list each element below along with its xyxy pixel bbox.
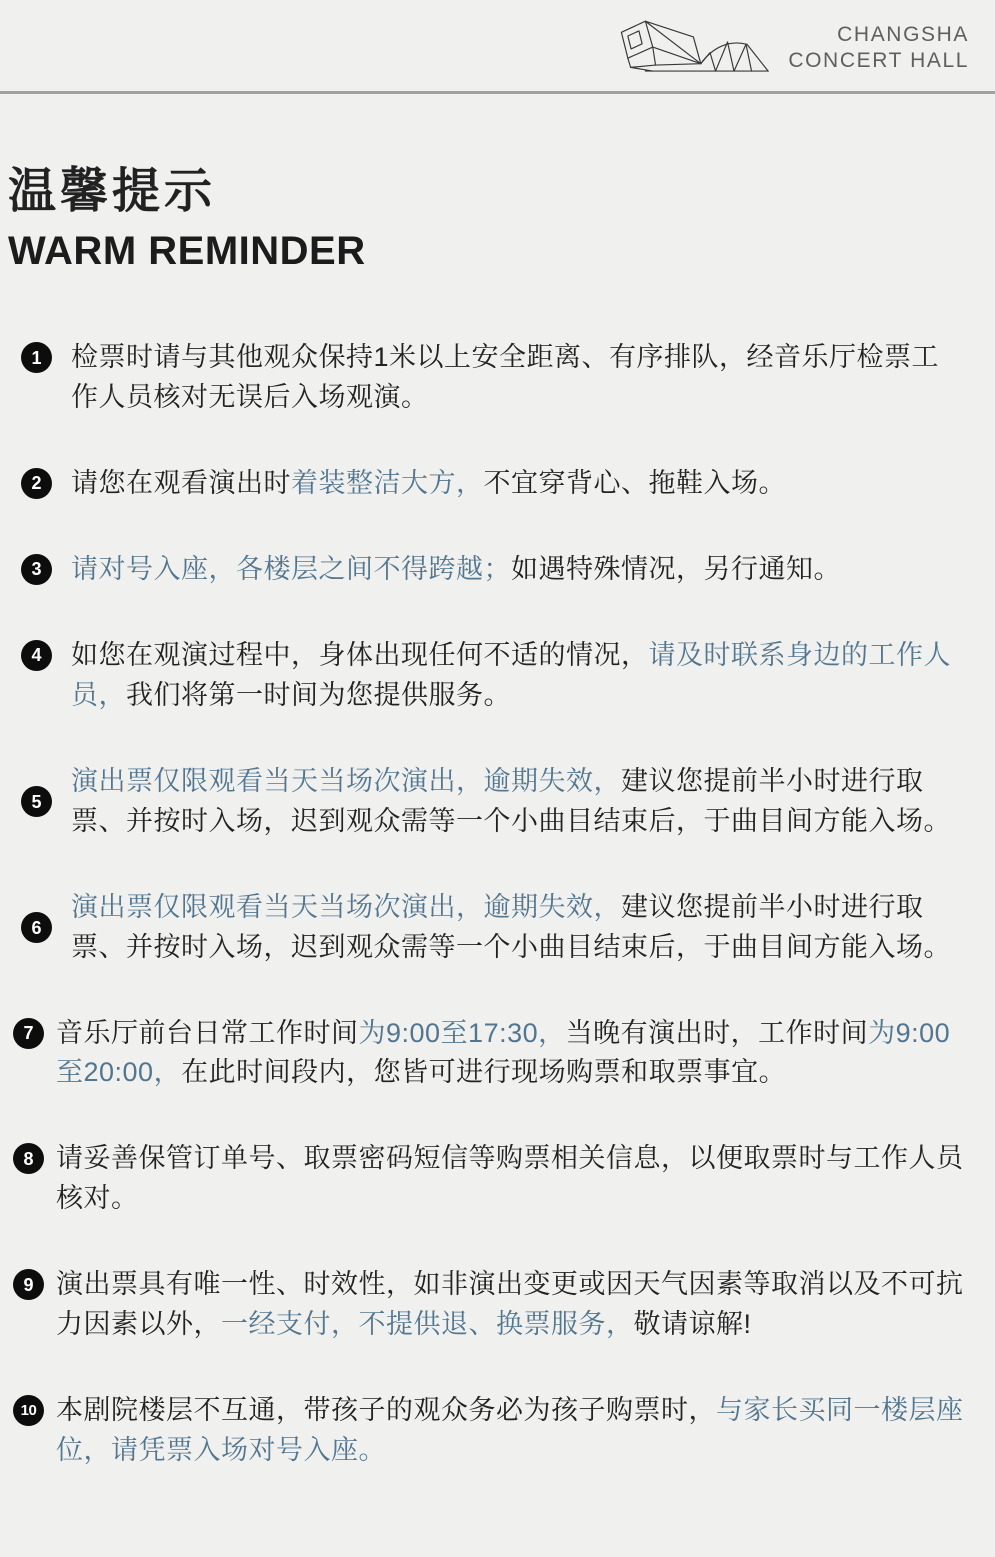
reminder-item (0, 1014, 965, 1094)
item-number-badge: 9 (13, 1269, 44, 1300)
item-number-badge: 7 (13, 1018, 44, 1049)
item-number-badge: 6 (21, 912, 52, 943)
item-text-accent-segment: 一经支付，不提供退、换票服务， (221, 1309, 634, 1340)
reminder-item (0, 888, 965, 968)
reminder-list (0, 338, 995, 1557)
item-text-accent-segment: 请及时联系身边的工作人员， (71, 639, 951, 710)
item-text-segment: 请您在观看演出时 (71, 467, 291, 498)
item-text (71, 550, 841, 590)
item-text (71, 338, 965, 418)
reminder-item (0, 1391, 965, 1471)
item-text-accent-segment: 请对号入座，各楼层之间不得跨越； (71, 553, 511, 584)
item-text-segment: 本剧院楼层不互通，带孩子的观众务必为孩子购票时， (56, 1395, 716, 1426)
item-text-accent-segment: 与家长买同一楼层座位，请凭票入场对号入座。 (56, 1395, 964, 1466)
item-text (56, 1265, 965, 1345)
reminder-item (0, 550, 965, 590)
item-text-accent-segment: 着装整洁大方， (291, 467, 484, 498)
reminder-item (0, 1139, 965, 1219)
item-text-segment: 建议您提前半小时进行取票、并按时入场，迟到观众需等一个小曲目结束后，于曲目间方能入场。 (71, 765, 951, 836)
item-text-accent-segment: 为9:00至20:00， (56, 1017, 951, 1088)
reminder-item (0, 1265, 965, 1345)
item-text-segment: 在此时间段内，您皆可进行现场购票和取票事宜。 (181, 1057, 787, 1088)
header-divider (0, 91, 995, 94)
item-text (56, 1391, 965, 1471)
item-number-badge: 10 (13, 1395, 44, 1426)
concert-hall-building-icon (606, 12, 778, 84)
reminder-item (0, 338, 965, 418)
brand-line-2: CONCERT HALL (788, 48, 969, 72)
page-title-chinese: 温馨提示 (8, 165, 217, 218)
item-text-segment: 音乐厅前台日常工作时间 (56, 1017, 359, 1048)
item-text (71, 464, 786, 504)
item-text (71, 636, 965, 716)
item-text (71, 762, 965, 842)
item-number-badge: 5 (21, 786, 52, 817)
brand-line-1: CHANGSHA (837, 22, 969, 46)
brand-wordmark (788, 22, 969, 73)
item-text-segment: 如遇特殊情况，另行通知。 (511, 553, 841, 584)
item-text (71, 888, 965, 968)
item-text (56, 1139, 965, 1219)
item-text-segment: 检票时请与其他观众保持1米以上安全距离、有序排队，经音乐厅检票工作人员核对无误后入场观演。 (71, 342, 940, 412)
item-number-badge: 4 (21, 640, 52, 671)
item-text (56, 1014, 965, 1094)
item-text-segment: 我们将第一时间为您提供服务。 (126, 679, 511, 710)
item-text-segment: 建议您提前半小时进行取票、并按时入场，迟到观众需等一个小曲目结束后，于曲目间方能入场。 (71, 891, 951, 962)
item-number-badge: 8 (13, 1143, 44, 1174)
reminder-item (0, 464, 965, 504)
reminder-item (0, 636, 965, 716)
item-number-badge: 3 (21, 554, 52, 585)
item-text-segment: 请妥善保管订单号、取票密码短信等购票相关信息，以便取票时与工作人员核对。 (56, 1143, 964, 1214)
item-text-segment: 不宜穿背心、拖鞋入场。 (483, 467, 786, 498)
page-header (0, 0, 995, 91)
reminder-item (0, 762, 965, 842)
item-text-accent-segment: 为9:00至17:30， (358, 1017, 566, 1048)
item-text-segment: 如您在观演过程中，身体出现任何不适的情况， (71, 639, 649, 670)
item-text-segment: 当晚有演出时，工作时间 (565, 1017, 869, 1048)
item-number-badge: 2 (21, 468, 52, 499)
item-text-accent-segment: 演出票仅限观看当天当场次演出，逾期失效， (71, 891, 621, 922)
item-text-accent-segment: 演出票仅限观看当天当场次演出，逾期失效， (71, 765, 621, 796)
item-number-badge: 1 (21, 342, 52, 373)
item-text-segment: 演出票具有唯一性、时效性，如非演出变更或因天气因素等取消以及不可抗力因素以外， (56, 1269, 964, 1340)
page-title-english: WARM REMINDER (8, 229, 366, 273)
item-text-segment: 敬请谅解! (633, 1309, 752, 1340)
